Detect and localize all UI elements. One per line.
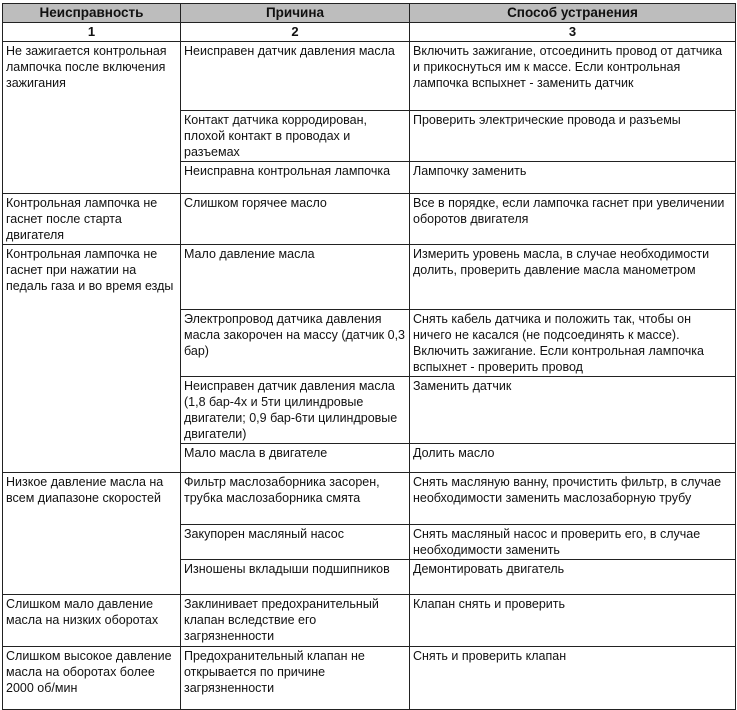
remedy-cell: Все в порядке, если лампочка гаснет при увеличении оборотов двигателя (410, 194, 736, 245)
remedy-cell: Снять масляную ванну, прочистить фильтр, в случае необходимости заменить маслозаборную трубу (410, 473, 736, 525)
table-row (3, 42, 736, 111)
cause-cell: Неисправен датчик давления масла (1,8 бар-4х и 5ти цилиндровые двигатели; 0,9 бар-6ти цилиндровые двигатели) (181, 377, 410, 444)
column-number-3: 3 (410, 23, 736, 42)
cause-cell: Слишком горячее масло (181, 194, 410, 245)
column-number-1: 1 (3, 23, 181, 42)
remedy-cell: Снять масляный насос и проверить его, в случае необходимости заменить (410, 525, 736, 560)
column-number-row (3, 23, 736, 42)
cause-cell: Закупорен масляный насос (181, 525, 410, 560)
fault-cell: Слишком высокое давление масла на оборотах более 2000 об/мин (3, 647, 181, 710)
fault-cell: Контрольная лампочка не гаснет при нажатии на педаль газа и во время езды (3, 245, 181, 473)
header-row (3, 4, 736, 23)
table-row (3, 647, 736, 710)
remedy-cell: Клапан снять и проверить (410, 595, 736, 647)
column-number-2: 2 (181, 23, 410, 42)
remedy-cell: Измерить уровень масла, в случае необходимости долить, проверить давление масла манометром (410, 245, 736, 310)
cause-cell: Неисправна контрольная лампочка (181, 162, 410, 194)
fault-cell: Слишком мало давление масла на низких оборотах (3, 595, 181, 647)
header-fault: Неисправность (3, 4, 181, 23)
cause-cell: Мало масла в двигателе (181, 444, 410, 473)
remedy-cell: Снять и проверить клапан (410, 647, 736, 710)
cause-cell: Предохранительный клапан не открывается по причине загрязненности (181, 647, 410, 710)
cause-cell: Неисправен датчик давления масла (181, 42, 410, 111)
cause-cell: Изношены вкладыши подшипников (181, 560, 410, 595)
cause-cell: Фильтр маслозаборника засорен, трубка маслозаборника смята (181, 473, 410, 525)
cause-cell: Электропровод датчика давления масла закорочен на массу (датчик 0,3 бар) (181, 310, 410, 377)
header-remedy: Способ устранения (410, 4, 736, 23)
fault-cell: Контрольная лампочка не гаснет после старта двигателя (3, 194, 181, 245)
fault-cell: Низкое давление масла на всем диапазоне скоростей (3, 473, 181, 595)
remedy-cell: Включить зажигание, отсоединить провод от датчика и прикоснуться им к массе. Если контрольная лампочка вспыхнет - заменить датчик (410, 42, 736, 111)
table-row (3, 473, 736, 525)
remedy-cell: Демонтировать двигатель (410, 560, 736, 595)
remedy-cell: Долить масло (410, 444, 736, 473)
cause-cell: Контакт датчика корродирован, плохой контакт в проводах и разъемах (181, 111, 410, 162)
remedy-cell: Лампочку заменить (410, 162, 736, 194)
remedy-cell: Проверить электрические провода и разъемы (410, 111, 736, 162)
fault-cell: Не зажигается контрольная лампочка после включения зажигания (3, 42, 181, 194)
remedy-cell: Снять кабель датчика и положить так, чтобы он ничего не касался (не подсоединять к массе). Включить зажигание. Если контрольная лампочка вспыхнет - проверить провод (410, 310, 736, 377)
remedy-cell: Заменить датчик (410, 377, 736, 444)
table-row (3, 194, 736, 245)
fault-table (2, 3, 736, 710)
cause-cell: Заклинивает предохранительный клапан вследствие его загрязненности (181, 595, 410, 647)
table-row (3, 595, 736, 647)
cause-cell: Мало давление масла (181, 245, 410, 310)
header-cause: Причина (181, 4, 410, 23)
table-row (3, 245, 736, 310)
